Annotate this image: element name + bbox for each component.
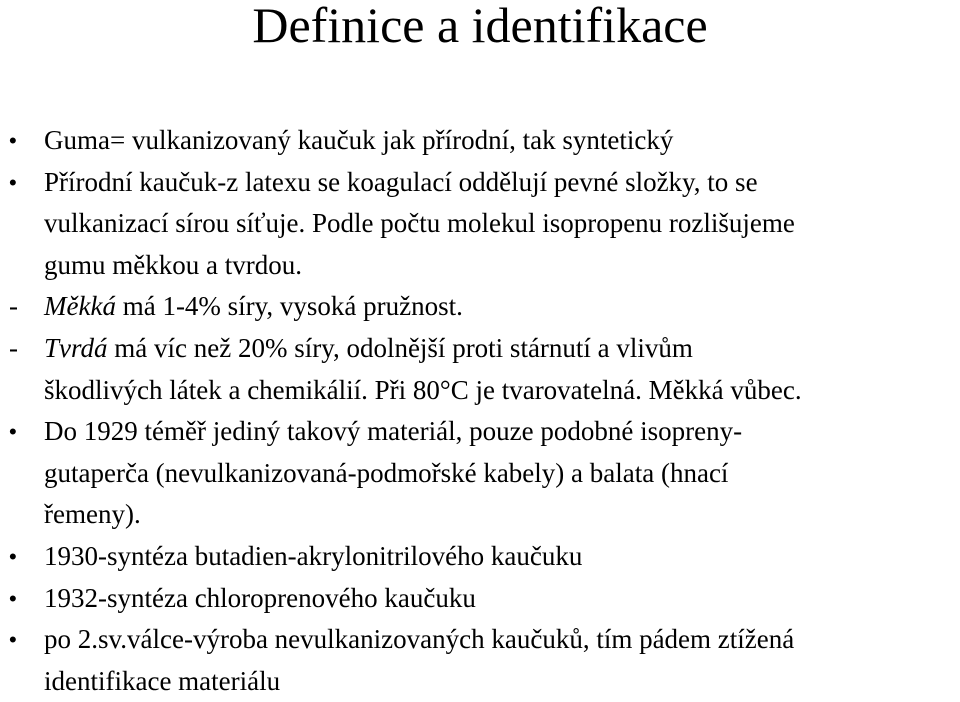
list-item (0, 619, 960, 702)
slide-title: Definice a identifikace (252, 0, 708, 53)
list-item-line (44, 286, 960, 328)
list-item-text: má víc než 20% síry, odolnější proti stárnutí a vlivům (107, 332, 693, 363)
list-item-text: má 1-4% síry, vysoká pružnost. (115, 291, 463, 322)
emphasis-term: Měkká (44, 291, 116, 322)
bullet-list (0, 120, 960, 702)
list-item (0, 411, 960, 536)
list-item-line: • Guma= vulkanizovaný kaučuk jak přírodní, tak syntetický (44, 125, 674, 155)
list-item-sub (0, 286, 960, 328)
emphasis-term: Tvrdá (44, 332, 108, 363)
list-item-sub (0, 328, 960, 411)
list-item-line: • 1932-syntéza chloroprenového kaučuku (44, 582, 476, 613)
list-item-line: řemeny). (44, 499, 141, 530)
list-item-line: • po 2.sv.válce-výroba nevulkanizovaných kaučuků, tím pádem ztížená (44, 624, 795, 655)
list-item-line: vulkanizací sírou síťuje. Podle počtu molekul isopropenu rozlišujeme (44, 208, 795, 239)
list-item (0, 120, 960, 162)
list-item-line: identifikace materiálu (44, 665, 281, 696)
list-item (0, 578, 960, 620)
list-item-line: • 1930-syntéza butadien-akrylonitrilového kaučuku (44, 540, 583, 571)
list-item (0, 536, 960, 578)
list-item-line: gumu měkkou a tvrdou. (44, 249, 302, 280)
list-item-line: • Přírodní kaučuk-z latexu se koagulací oddělují pevné složky, to se (44, 166, 758, 197)
list-item (0, 162, 960, 287)
list-item-line (44, 328, 960, 370)
list-item-line: gutaperča (nevulkanizovaná-podmořské kabely) a balata (hnací (44, 457, 729, 488)
list-item-line: škodlivých látek a chemikálií. Při 80°C je tvarovatelná. Měkká vůbec. (44, 374, 802, 405)
list-item-line: • Do 1929 téměř jediný takový materiál, pouze podobné isopreny- (44, 416, 743, 447)
